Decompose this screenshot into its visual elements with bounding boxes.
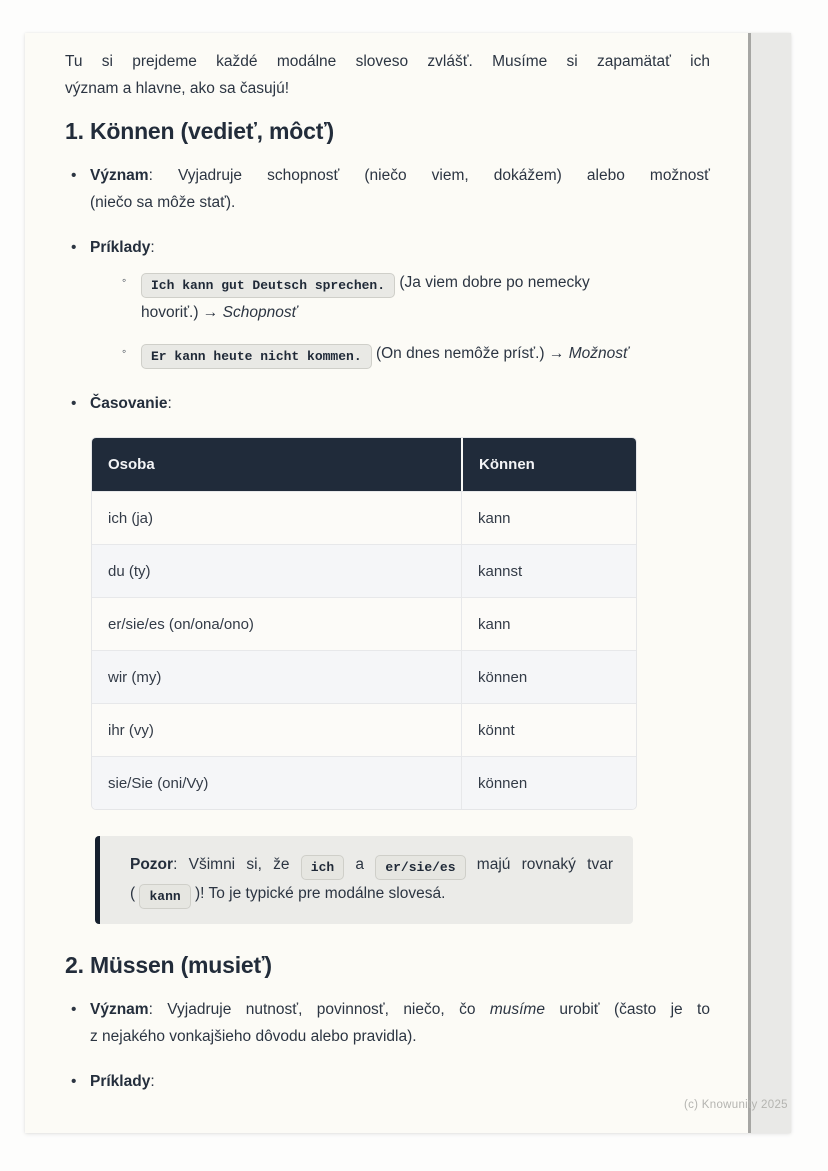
code-chip: kann	[139, 884, 190, 909]
vyznam-2-line-1	[90, 996, 710, 1023]
vyznam-1-line-1	[90, 162, 710, 189]
casovanie-line	[90, 390, 710, 417]
cell-person: du (ty)	[92, 544, 461, 597]
priklady-1-line	[90, 234, 710, 261]
vyznam-1-body	[90, 162, 710, 216]
table-row	[92, 703, 636, 756]
table-row	[92, 597, 636, 650]
intro-line-2: význam a hlavne, ako sa časujú!	[65, 80, 290, 97]
bullet-icon: •	[71, 395, 77, 412]
vyznam-2-body	[90, 996, 710, 1050]
cell-person: sie/Sie (oni/Vy)	[92, 756, 461, 809]
vyznam-2-label: Význam	[90, 1001, 149, 1018]
bullet-icon: •	[71, 239, 77, 256]
section-2-list	[71, 996, 710, 1095]
cell-person: er/sie/es (on/ona/ono)	[92, 597, 461, 650]
callout-text-4: (	[130, 885, 140, 902]
vyznam-1-text: : Vyjadruje schopnosť (niečo viem, dokážem) alebo možnosť	[148, 167, 710, 184]
section-1-list	[71, 162, 710, 417]
vyznam-1-line-2: (niečo sa môže stať).	[90, 194, 236, 211]
examples-sublist	[122, 267, 710, 370]
cell-form: kannst	[461, 544, 636, 597]
header-cell-osoba: Osoba	[92, 438, 461, 491]
priklady-1-body	[90, 234, 710, 382]
intro-paragraph	[65, 48, 710, 102]
example-2-category: Možnosť	[568, 345, 629, 362]
document-content	[25, 33, 710, 1095]
example-item-1	[122, 267, 710, 326]
list-item-vyznam-2	[71, 996, 710, 1050]
circle-bullet-icon: ◦	[122, 344, 127, 358]
priklady-2-colon: :	[150, 1073, 155, 1090]
table-row	[92, 756, 636, 809]
conjugation-table	[91, 437, 637, 810]
callout-line-1	[130, 851, 613, 880]
priklady-2-body	[90, 1068, 710, 1095]
vyznam-2-text-1: : Vyjadruje nutnosť, povinnosť, niečo, čo	[148, 1001, 490, 1018]
table-row	[92, 544, 636, 597]
example-2-translation: (On dnes nemôže prísť.) →	[371, 345, 569, 362]
conjugation-table-wrapper	[91, 437, 637, 810]
section-1-heading: 1. Können (vedieť, môcť)	[65, 118, 334, 144]
table-row	[92, 491, 636, 544]
circle-bullet-icon: ◦	[122, 273, 127, 287]
cell-form: kann	[461, 491, 636, 544]
code-chip: ich	[301, 855, 344, 880]
example-1-line-1	[141, 267, 710, 299]
priklady-1-label: Príklady	[90, 239, 151, 256]
priklady-2-label: Príklady	[90, 1073, 151, 1090]
code-chip: Er kann heute nicht kommen.	[141, 344, 372, 369]
cell-form: können	[461, 650, 636, 703]
pozor-callout	[95, 836, 633, 924]
casovanie-colon: :	[167, 395, 172, 412]
priklady-2-line	[90, 1068, 710, 1095]
scrollbar-track[interactable]	[748, 33, 791, 1133]
list-item-priklady-2	[71, 1068, 710, 1095]
vyznam-1-label: Význam	[90, 167, 149, 184]
bullet-icon: •	[71, 1001, 77, 1018]
callout-text-2: a	[344, 856, 376, 873]
example-1-translation: (Ja viem dobre po nemecky	[395, 274, 590, 291]
list-item-casovanie	[71, 390, 710, 417]
callout-label: Pozor	[130, 856, 174, 873]
list-item-vyznam-1	[71, 162, 710, 216]
example-1-continuation: hovoriť.) →	[141, 304, 223, 321]
example-2-body	[141, 338, 710, 370]
table-row	[92, 650, 636, 703]
callout-text-1: : Všimni si, že	[173, 856, 301, 873]
callout-text-3: majú rovnaký tvar	[465, 856, 613, 873]
example-item-2	[122, 338, 710, 370]
watermark: (c) Knowunity 2025	[684, 1099, 788, 1111]
casovanie-body	[90, 390, 710, 417]
example-2-line	[141, 338, 710, 370]
bullet-icon: •	[71, 167, 77, 184]
cell-person: wir (my)	[92, 650, 461, 703]
vyznam-2-emphasis: musíme	[489, 1001, 545, 1018]
section-2-heading: 2. Müssen (musieť)	[65, 952, 272, 978]
callout-text-5: )! To je typické pre modálne slovesá.	[190, 885, 446, 902]
intro-line-1: Tu si prejdeme každé modálne sloveso zvlášť. Musíme si zapamätať ich	[65, 53, 710, 70]
vyznam-2-text-2: urobiť (často je to	[544, 1001, 710, 1018]
casovanie-label: Časovanie	[90, 395, 168, 412]
code-chip: er/sie/es	[375, 855, 465, 880]
cell-form: können	[461, 756, 636, 809]
list-item-priklady-1	[71, 234, 710, 382]
callout-line-2	[130, 880, 613, 909]
example-1-category: Schopnosť	[222, 304, 298, 321]
example-1-body	[141, 267, 710, 326]
cell-form: kann	[461, 597, 636, 650]
bullet-icon: •	[71, 1073, 77, 1090]
priklady-1-colon: :	[150, 239, 155, 256]
example-1-line-2	[141, 299, 710, 326]
vyznam-2-line-2: z nejakého vonkajšieho dôvodu alebo pravidla).	[90, 1028, 417, 1045]
code-chip: Ich kann gut Deutsch sprechen.	[141, 273, 395, 298]
cell-form: könnt	[461, 703, 636, 756]
cell-person: ich (ja)	[92, 491, 461, 544]
header-cell-konnen: Können	[461, 438, 636, 491]
document-page	[25, 33, 791, 1133]
cell-person: ihr (vy)	[92, 703, 461, 756]
table-header-row	[92, 438, 636, 491]
